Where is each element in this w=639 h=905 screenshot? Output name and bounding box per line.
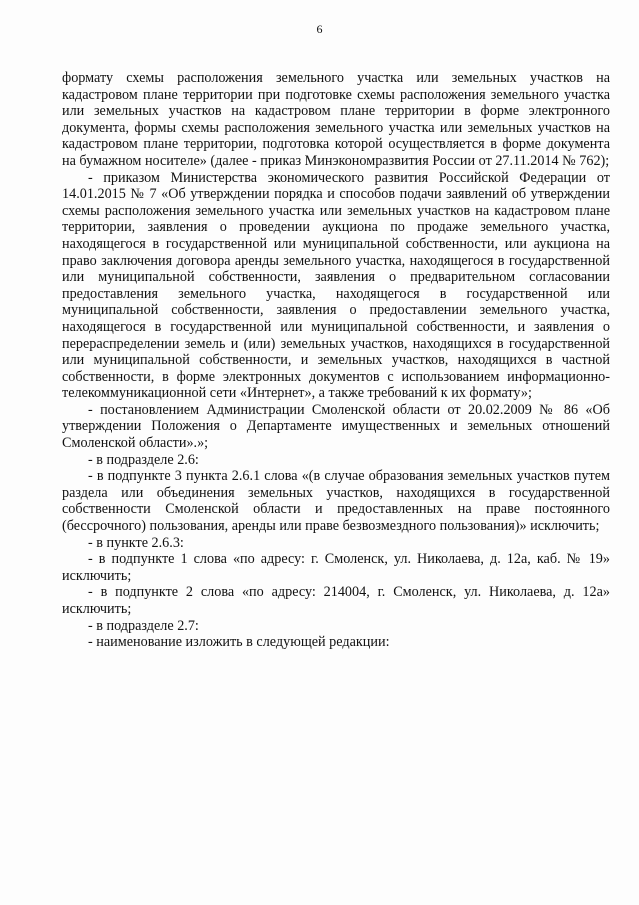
paragraph-continuation: формату схемы расположения земельного участка или земельных участков на кадастровом плане территории при подготовке схемы расположения земельного участка или земельных участков на кадастровом плане территории в форме электронного документа, формы схемы расположения земельного участка или земельных участков на кадастровом плане территории, подготовка которой осуществляется в форме документа на бумажном носителе» (далее - приказ Минэкономразвития России от 27.11.2014 № 762); xyxy=(62,70,610,169)
paragraph-subsection-2-7: - в подразделе 2.7: xyxy=(88,617,199,634)
page-number: 6 xyxy=(316,22,323,36)
paragraph-resolution-86: - постановлением Администрации Смоленской области от 20.02.2009 № 86 «Об утверждении Положения о Департаменте имущественных и земельных отношений Смоленской области».»; xyxy=(62,401,610,452)
document-body xyxy=(62,70,610,651)
paragraph-subsection-2-6: - в подразделе 2.6: xyxy=(88,451,199,468)
paragraph-title-edit: - наименование изложить в следующей редакции: xyxy=(88,634,390,651)
paragraph-order-7: - приказом Министерства экономического развития Российской Федерации от 14.01.2015 № 7 «Об утверждении порядка и способов подачи заявлений об утверждении схемы расположения земельного участка или земельных участков на кадастровом плане территории, заявления о проведении аукциона по продаже земельного участка, находящегося в государственной или муниципальной собственности, или аукциона на право заключения договора аренды земельного участка, находящегося в государственной или муниципальной собственности, заявления о предварительном согласовании предоставления земельного участка, находящегося в государственной или муниципальной собственности, заявления о предоставлении земельного участка, находящегося в государственной или муниципальной собственности, и заявления о перераспределении земель и (или) земельных участков, находящихся в государственной или муниципальной собственности, и земельных участков, находящихся в частной собственности, в форме электронных документов с использованием информационно-телекоммуникационной сети «Интернет», а также требований к их формату»; xyxy=(62,169,610,402)
paragraph-item-2-6-3: - в пункте 2.6.3: xyxy=(88,534,184,551)
paragraph-subitem-2: - в подпункте 2 слова «по адресу: 214004, г. Смоленск, ул. Николаева, д. 12а» исключить; xyxy=(62,584,610,617)
paragraph-item-2-6-1: - в подпункте 3 пункта 2.6.1 слова «(в случае образования земельных участков путем раздела или объединения земельных участков, находящихся в государственной собственности Смоленской области и предоставленных на праве постоянного (бессрочного) пользования, аренды или праве безвозмездного пользования)» исключить; xyxy=(62,468,610,535)
paragraph-subitem-1: - в подпункте 1 слова «по адресу: г. Смоленск, ул. Николаева, д. 12а, каб. № 19» исключить; xyxy=(62,551,610,584)
